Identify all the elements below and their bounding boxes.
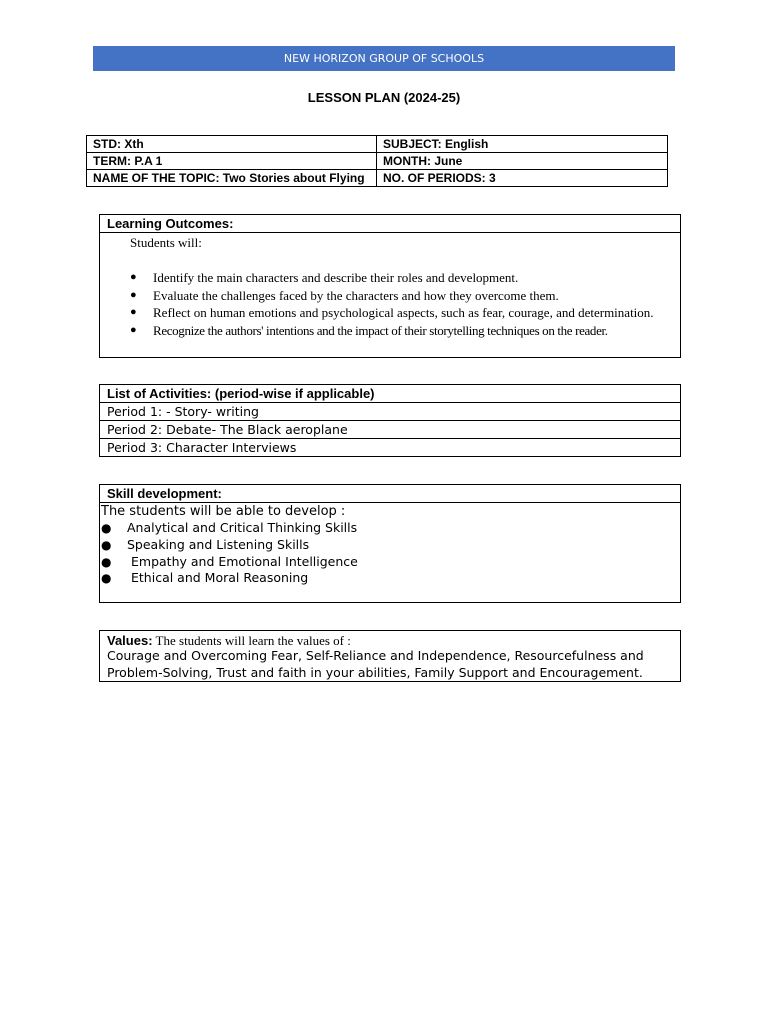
- activity-row: Period 2: Debate- The Black aeroplane: [100, 421, 680, 439]
- activities-box: [99, 384, 681, 457]
- values-heading-line: [107, 631, 673, 648]
- values-label: Values:: [107, 633, 153, 648]
- month-cell: MONTH: June: [377, 153, 668, 170]
- activities-heading: List of Activities: (period-wise if applicable): [100, 385, 680, 403]
- list-item: ● Ethical and Moral Reasoning: [101, 570, 309, 586]
- list-item: ● Empathy and Emotional Intelligence: [101, 553, 358, 569]
- page-title: LESSON PLAN (2024-25): [307, 90, 461, 105]
- learning-outcomes-box: [99, 214, 681, 358]
- skills-heading: Skill development:: [100, 485, 680, 503]
- info-table: [86, 135, 668, 187]
- list-item: ● Identify the main characters and describe their roles and development.: [130, 270, 519, 285]
- learning-outcomes-intro: Students will:: [130, 235, 202, 250]
- term-cell: TERM: P.A 1: [87, 153, 377, 170]
- info-row: [87, 136, 668, 153]
- bullet-icon: ●: [130, 271, 137, 283]
- std-cell: STD: Xth: [87, 136, 377, 153]
- skills-intro: The students will be able to develop :: [101, 504, 346, 519]
- list-item: ● Analytical and Critical Thinking Skills: [101, 520, 358, 535]
- topic-cell: NAME OF THE TOPIC: Two Stories about Flying: [87, 170, 377, 187]
- bullet-icon: ●: [101, 571, 112, 586]
- list-item: ● Evaluate the challenges faced by the characters and how they overcome them.: [130, 287, 559, 303]
- learning-outcomes-heading: Learning Outcomes:: [100, 215, 680, 233]
- bullet-icon: ●: [130, 323, 137, 336]
- bullet-icon: ●: [101, 521, 112, 535]
- periods-cell: NO. OF PERIODS: 3: [377, 170, 668, 187]
- values-box: [99, 630, 681, 682]
- bullet-icon: ●: [130, 288, 137, 301]
- info-row: [87, 153, 668, 170]
- subject-cell: SUBJECT: English: [377, 136, 668, 153]
- bullet-icon: ●: [130, 306, 137, 318]
- activity-row: Period 3: Character Interviews: [107, 440, 297, 455]
- skills-list: [100, 520, 680, 587]
- list-item: ● Speaking and Listening Skills: [101, 536, 310, 552]
- info-row: [87, 170, 668, 187]
- values-text: Courage and Overcoming Fear, Self-Reliance and Independence, Resourcefulness and Problem-Solving, Trust and faith in your abilities, Family Support and Encouragement.: [107, 648, 644, 680]
- activity-row: Period 1: - Story- writing: [100, 403, 680, 421]
- bullet-icon: ●: [101, 554, 112, 569]
- learning-outcomes-list: [100, 269, 680, 339]
- skills-box: [99, 484, 681, 603]
- list-item: ● Reflect on human emotions and psychological aspects, such as fear, courage, and determination.: [130, 305, 654, 320]
- list-item: ● Recognize the authors' intentions and the impact of their storytelling techniques on the reader.: [130, 322, 608, 338]
- bullet-icon: ●: [101, 537, 112, 552]
- school-banner: [93, 46, 675, 71]
- values-intro: The students will learn the values of :: [152, 633, 351, 648]
- school-name: NEW HORIZON GROUP OF SCHOOLS: [283, 52, 485, 65]
